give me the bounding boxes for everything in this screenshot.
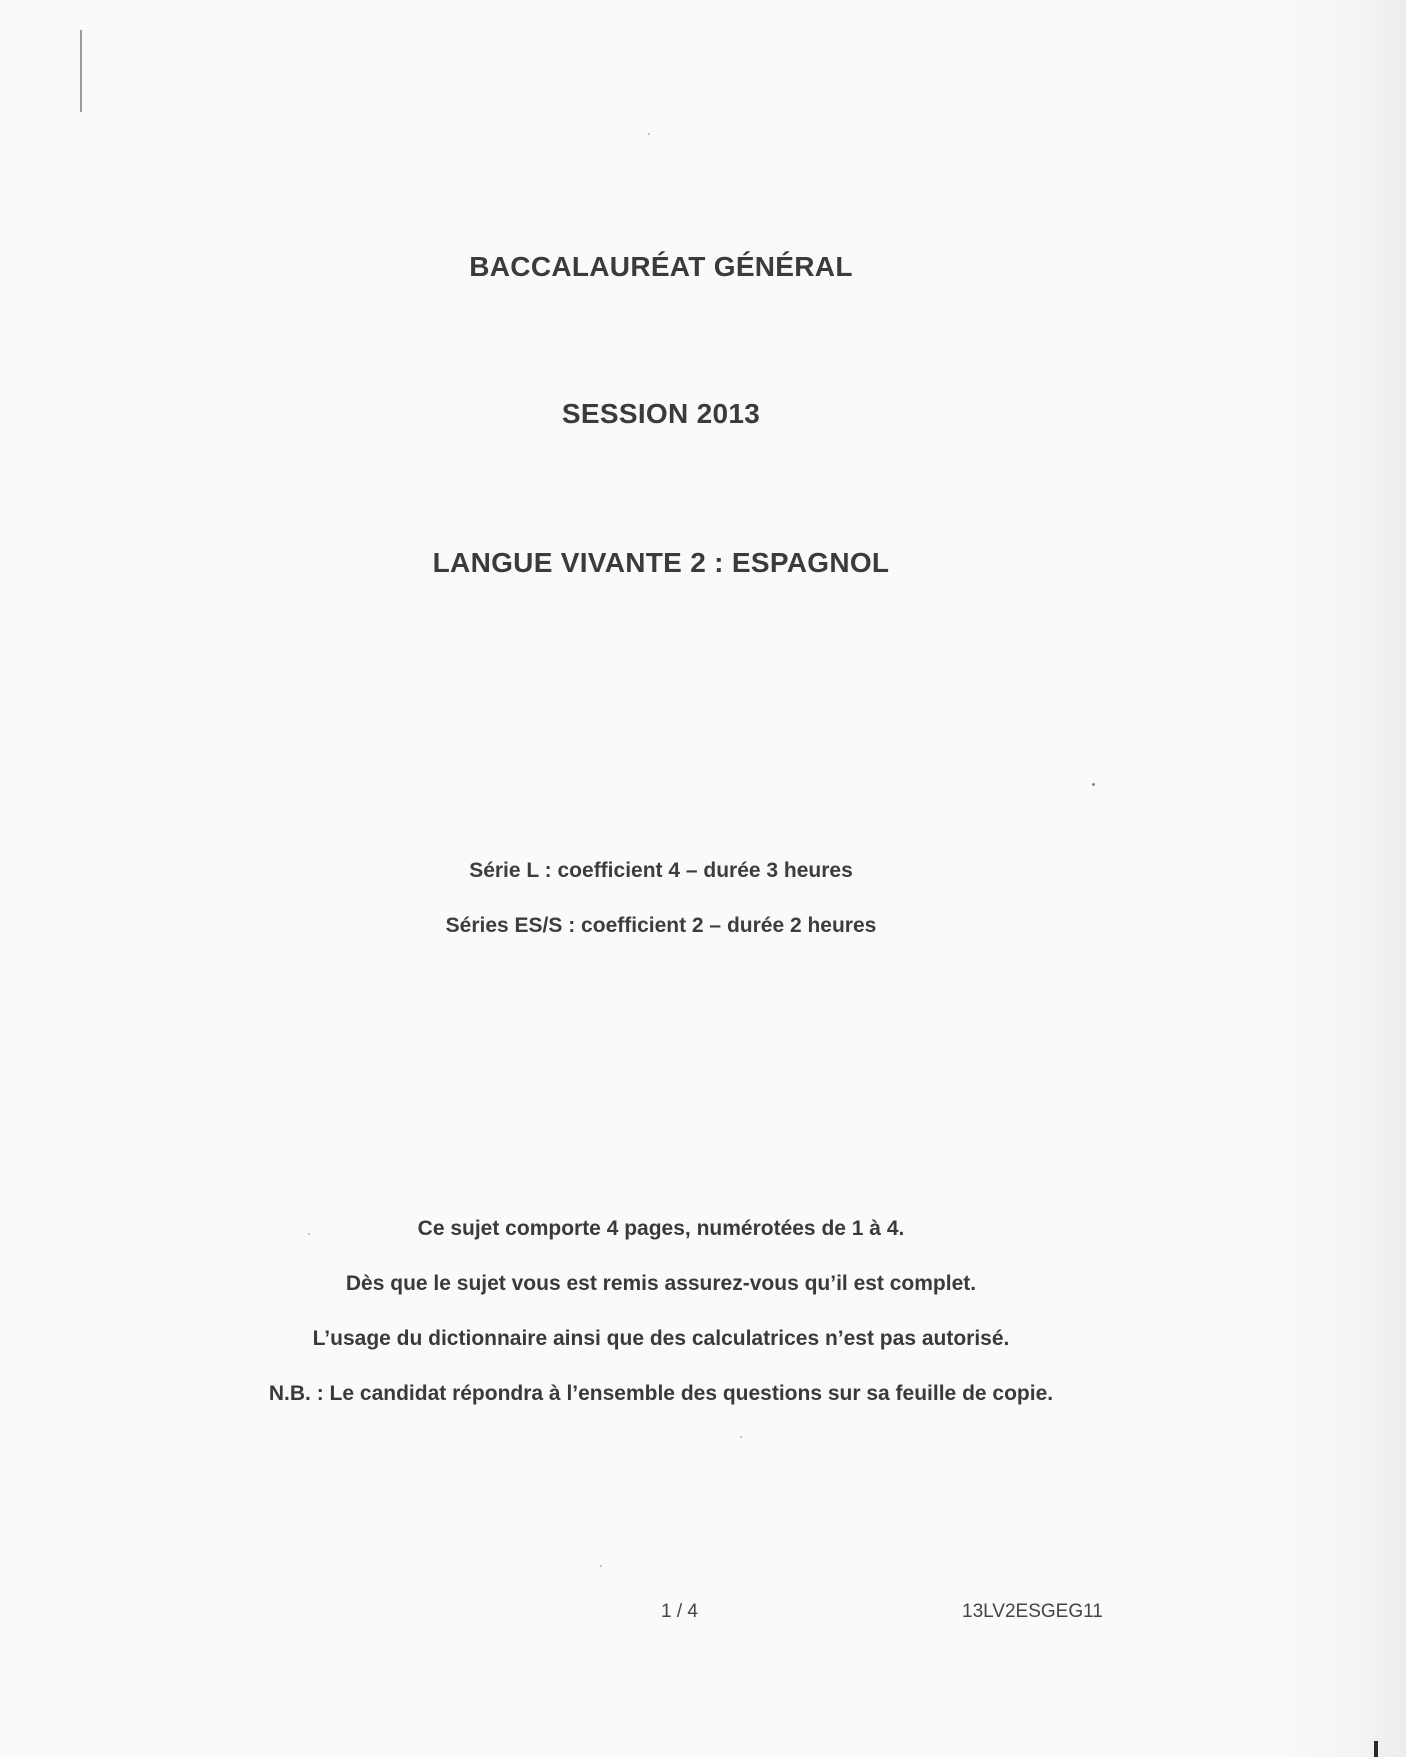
scan-speck bbox=[1092, 783, 1095, 786]
scan-speck bbox=[648, 133, 650, 135]
instruction-line: L’usage du dictionnaire ainsi que des calculatrices n’est pas autorisé. bbox=[312, 1327, 1010, 1350]
document-code: 13LV2ESGEG11 bbox=[962, 1601, 1103, 1622]
instruction-line: Dès que le sujet vous est remis assurez-vous qu’il est complet. bbox=[345, 1272, 977, 1295]
scan-mark bbox=[1374, 1741, 1378, 1757]
scan-mark bbox=[80, 30, 82, 112]
session-title: SESSION 2013 bbox=[561, 398, 761, 429]
subject-title: LANGUE VIVANTE 2 : ESPAGNOL bbox=[432, 547, 890, 578]
page-number: 1 / 4 bbox=[661, 1601, 698, 1622]
instruction-line: N.B. : Le candidat répondra à l’ensemble des questions sur sa feuille de copie. bbox=[268, 1382, 1054, 1405]
instruction-line: Ce sujet comporte 4 pages, numérotées de 1 à 4. bbox=[417, 1217, 905, 1240]
series-line: Série L : coefficient 4 – durée 3 heures bbox=[469, 859, 853, 882]
scan-speck bbox=[600, 1565, 602, 1567]
exam-title: BACCALAURÉAT GÉNÉRAL bbox=[469, 251, 853, 282]
scan-speck bbox=[740, 1436, 742, 1438]
series-line: Séries ES/S : coefficient 2 – durée 2 heures bbox=[445, 914, 877, 937]
